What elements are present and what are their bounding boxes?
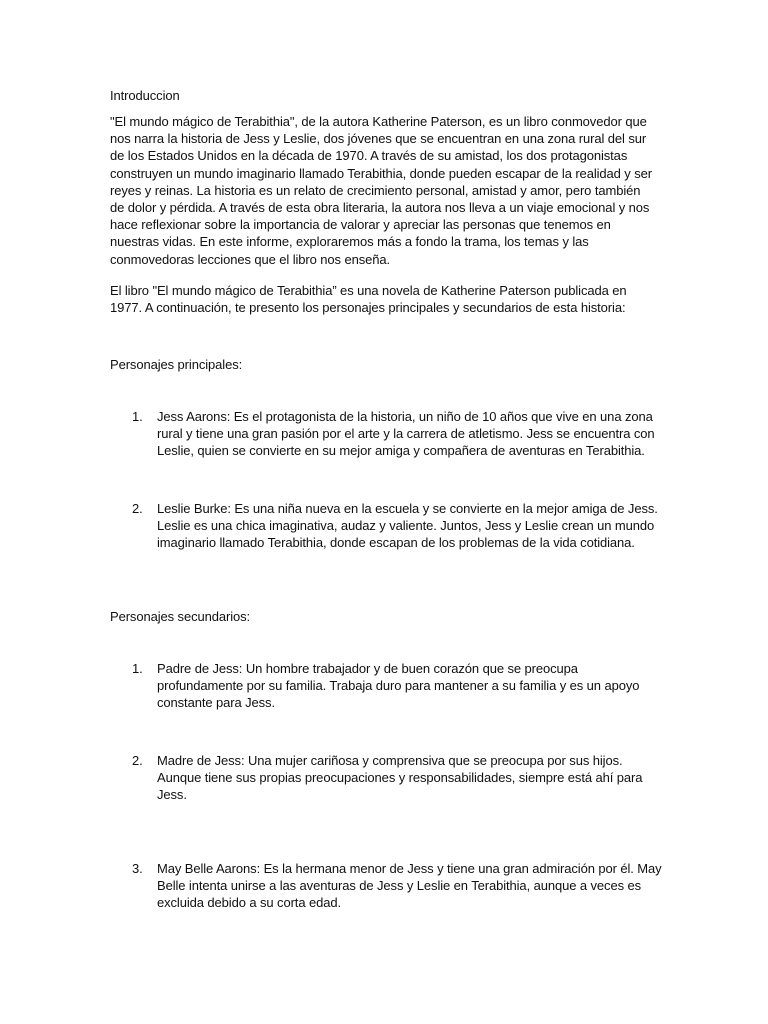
list-item-text: May Belle Aarons: Es la hermana menor de Jess y tiene una gran admiración por él. May Belle intenta unirse a las aventuras de Jess y Leslie en Terabithia, aunque a veces es excluida debido a su corta edad. xyxy=(157,861,662,911)
secondary-characters-heading: Personajes secundarios: xyxy=(110,609,251,624)
document-heading: Introduccion xyxy=(110,88,180,103)
list-item-text: Leslie Burke: Es una niña nueva en la escuela y se convierte en la mejor amiga de Jess. Leslie es una chica imaginativa, audaz y valiente. Juntos, Jess y Leslie crean un mundo imaginario llamado Terabithia, donde escapan de los problemas de la vida cotidiana. xyxy=(157,501,658,551)
intro-paragraph: "El mundo mágico de Terabithia", de la autora Katherine Paterson, es un libro conmovedor que nos narra la historia de Jess y Leslie, dos jóvenes que se encuentran en una zona rural del sur de los Estados Unidos en la década de 1970. A través de su amistad, los dos protagonistas construyen un mundo imaginario llamado Terabithia, donde pueden escapar de la realidad y ser reyes y reinas. La historia es un relato de crecimiento personal, amistad y amor, pero también de dolor y pérdida. A través de esta obra literaria, la autora nos lleva a un viaje emocional y nos hace reflexionar sobre la importancia de valorar y apreciar las personas que tenemos en nuestras vidas. En este informe, exploraremos más a fondo la trama, los temas y las conmovedoras lecciones que el libro nos enseña. xyxy=(110,114,652,267)
list-item-text: Jess Aarons: Es el protagonista de la historia, un niño de 10 años que vive en una zona rural y tiene una gran pasión por el arte y la carrera de atletismo. Jess se encuentra con Leslie, quien se convierte en su mejor amiga y compañera de aventuras en Terabithia. xyxy=(157,409,655,459)
list-item-text: Madre de Jess: Una mujer cariñosa y comprensiva que se preocupa por sus hijos. Aunque tiene sus propias preocupaciones y responsabilidades, siempre está ahí para Jess. xyxy=(157,753,643,803)
second-paragraph: El libro "El mundo mágico de Terabithia” es una novela de Katherine Paterson publicada en 1977. A continuación, te presento los personajes principales y secundarios de esta historia: xyxy=(110,283,627,316)
list-item-text: Padre de Jess: Un hombre trabajador y de buen corazón que se preocupa profundamente por su familia. Trabaja duro para mantener a su familia y es un apoyo constante para Jess. xyxy=(157,661,640,711)
list-number: 2. xyxy=(132,501,143,516)
list-number: 1. xyxy=(132,661,143,676)
list-number: 3. xyxy=(132,861,143,876)
main-characters-heading: Personajes principales: xyxy=(110,357,243,372)
list-number: 1. xyxy=(132,409,143,424)
list-number: 2. xyxy=(132,753,143,768)
